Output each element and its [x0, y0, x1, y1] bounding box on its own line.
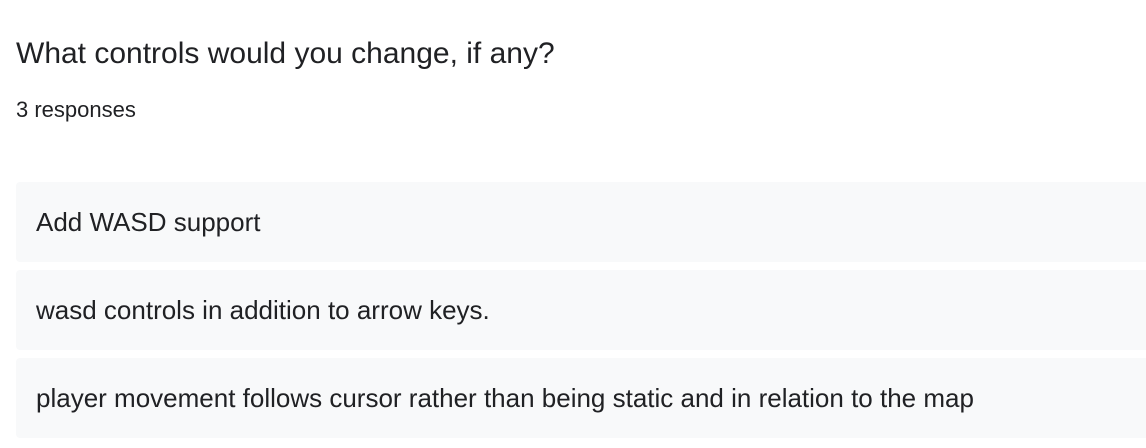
response-item: wasd controls in addition to arrow keys.	[16, 270, 1146, 350]
question-title: What controls would you change, if any?	[16, 37, 555, 70]
response-item: player movement follows cursor rather than being static and in relation to the map	[16, 358, 1146, 438]
response-count: 3 responses	[16, 97, 136, 122]
response-item: Add WASD support	[16, 182, 1146, 262]
response-list	[16, 182, 1146, 446]
